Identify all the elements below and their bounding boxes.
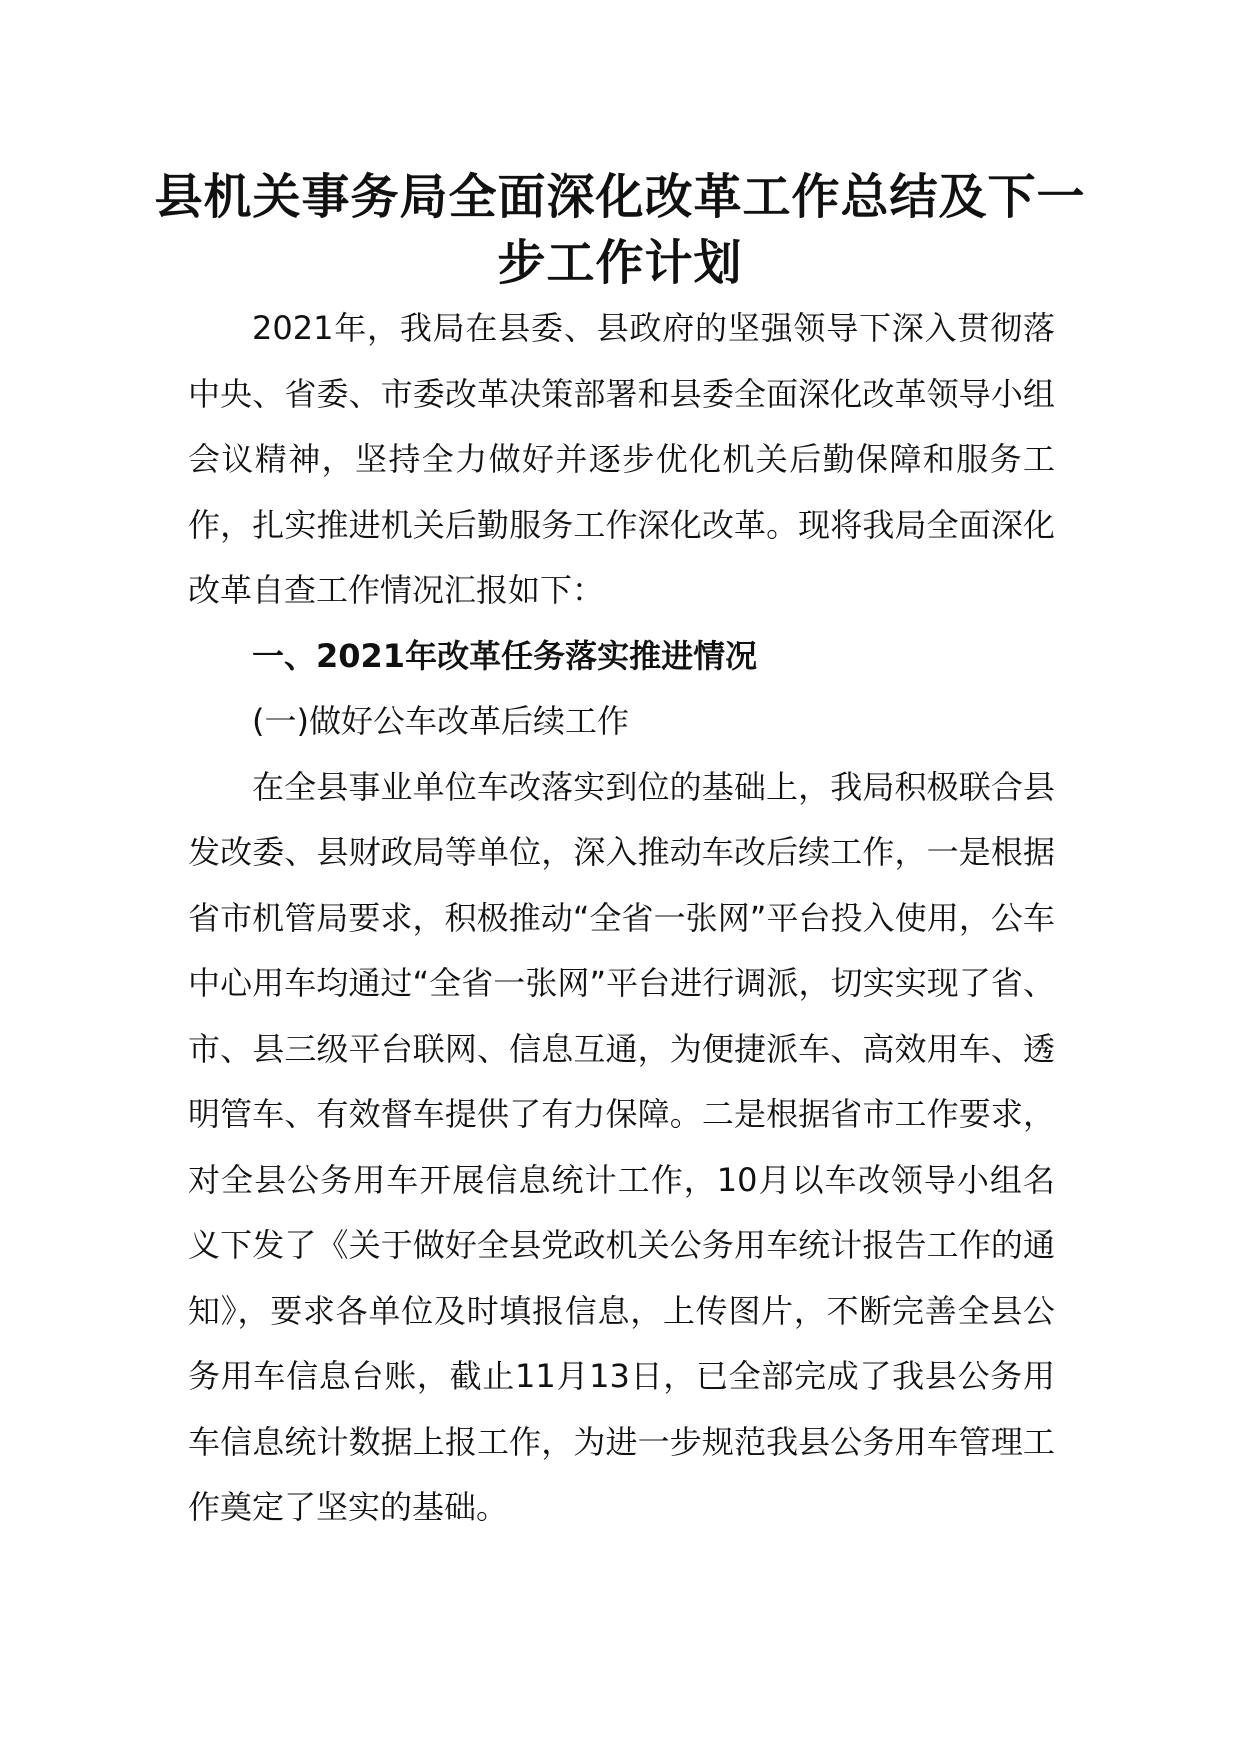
document-title: 县机关事务局全面深化改革工作总结及下一步工作计划 [154,169,1086,291]
body-paragraph: 在全县事业单位车改落实到位的基础上，我局积极联合县发改委、县财政局等单位，深入推动车改后续工作，一是根据省市机管局要求，积极推动“全省一张网”平台投入使用，公车中心用车均通过“全省一张网”平台进行调派，切实实现了省、市、县三级平台联网、信息互通，为便捷派车、高效用车、透明管车、有效督车提供了有力保障。二是根据省市工作要求，对全县公务用车开展信息统计工作，10月以车改领导小组名义下发了《关于做好全县党政机关公务用车统计报告工作的通知》，要求各单位及时填报信息，上传图片，不断完善全县公务用车信息台账，截止11月13日，已全部完成了我县公务用车信息统计数据上报工作，为进一步规范我县公务用车管理工作奠定了坚实的基础。 [188,767,1055,1526]
subsection-heading: (一)做好公车改革后续工作 [252,702,629,740]
document-body [188,296,1055,1541]
section-heading: 一、2021年改革任务落实推进情况 [252,636,758,675]
intro-paragraph: 2021年，我局在县委、县政府的坚强领导下深入贯彻落中央、省委、市委改革决策部署和县委全面深化改革领导小组会议精神，坚持全力做好并逐步优化机关后勤保障和服务工作，扎实推进机关后勤服务工作深化改革。现将我局全面深化改革自查工作情况汇报如下： [188,309,1055,609]
